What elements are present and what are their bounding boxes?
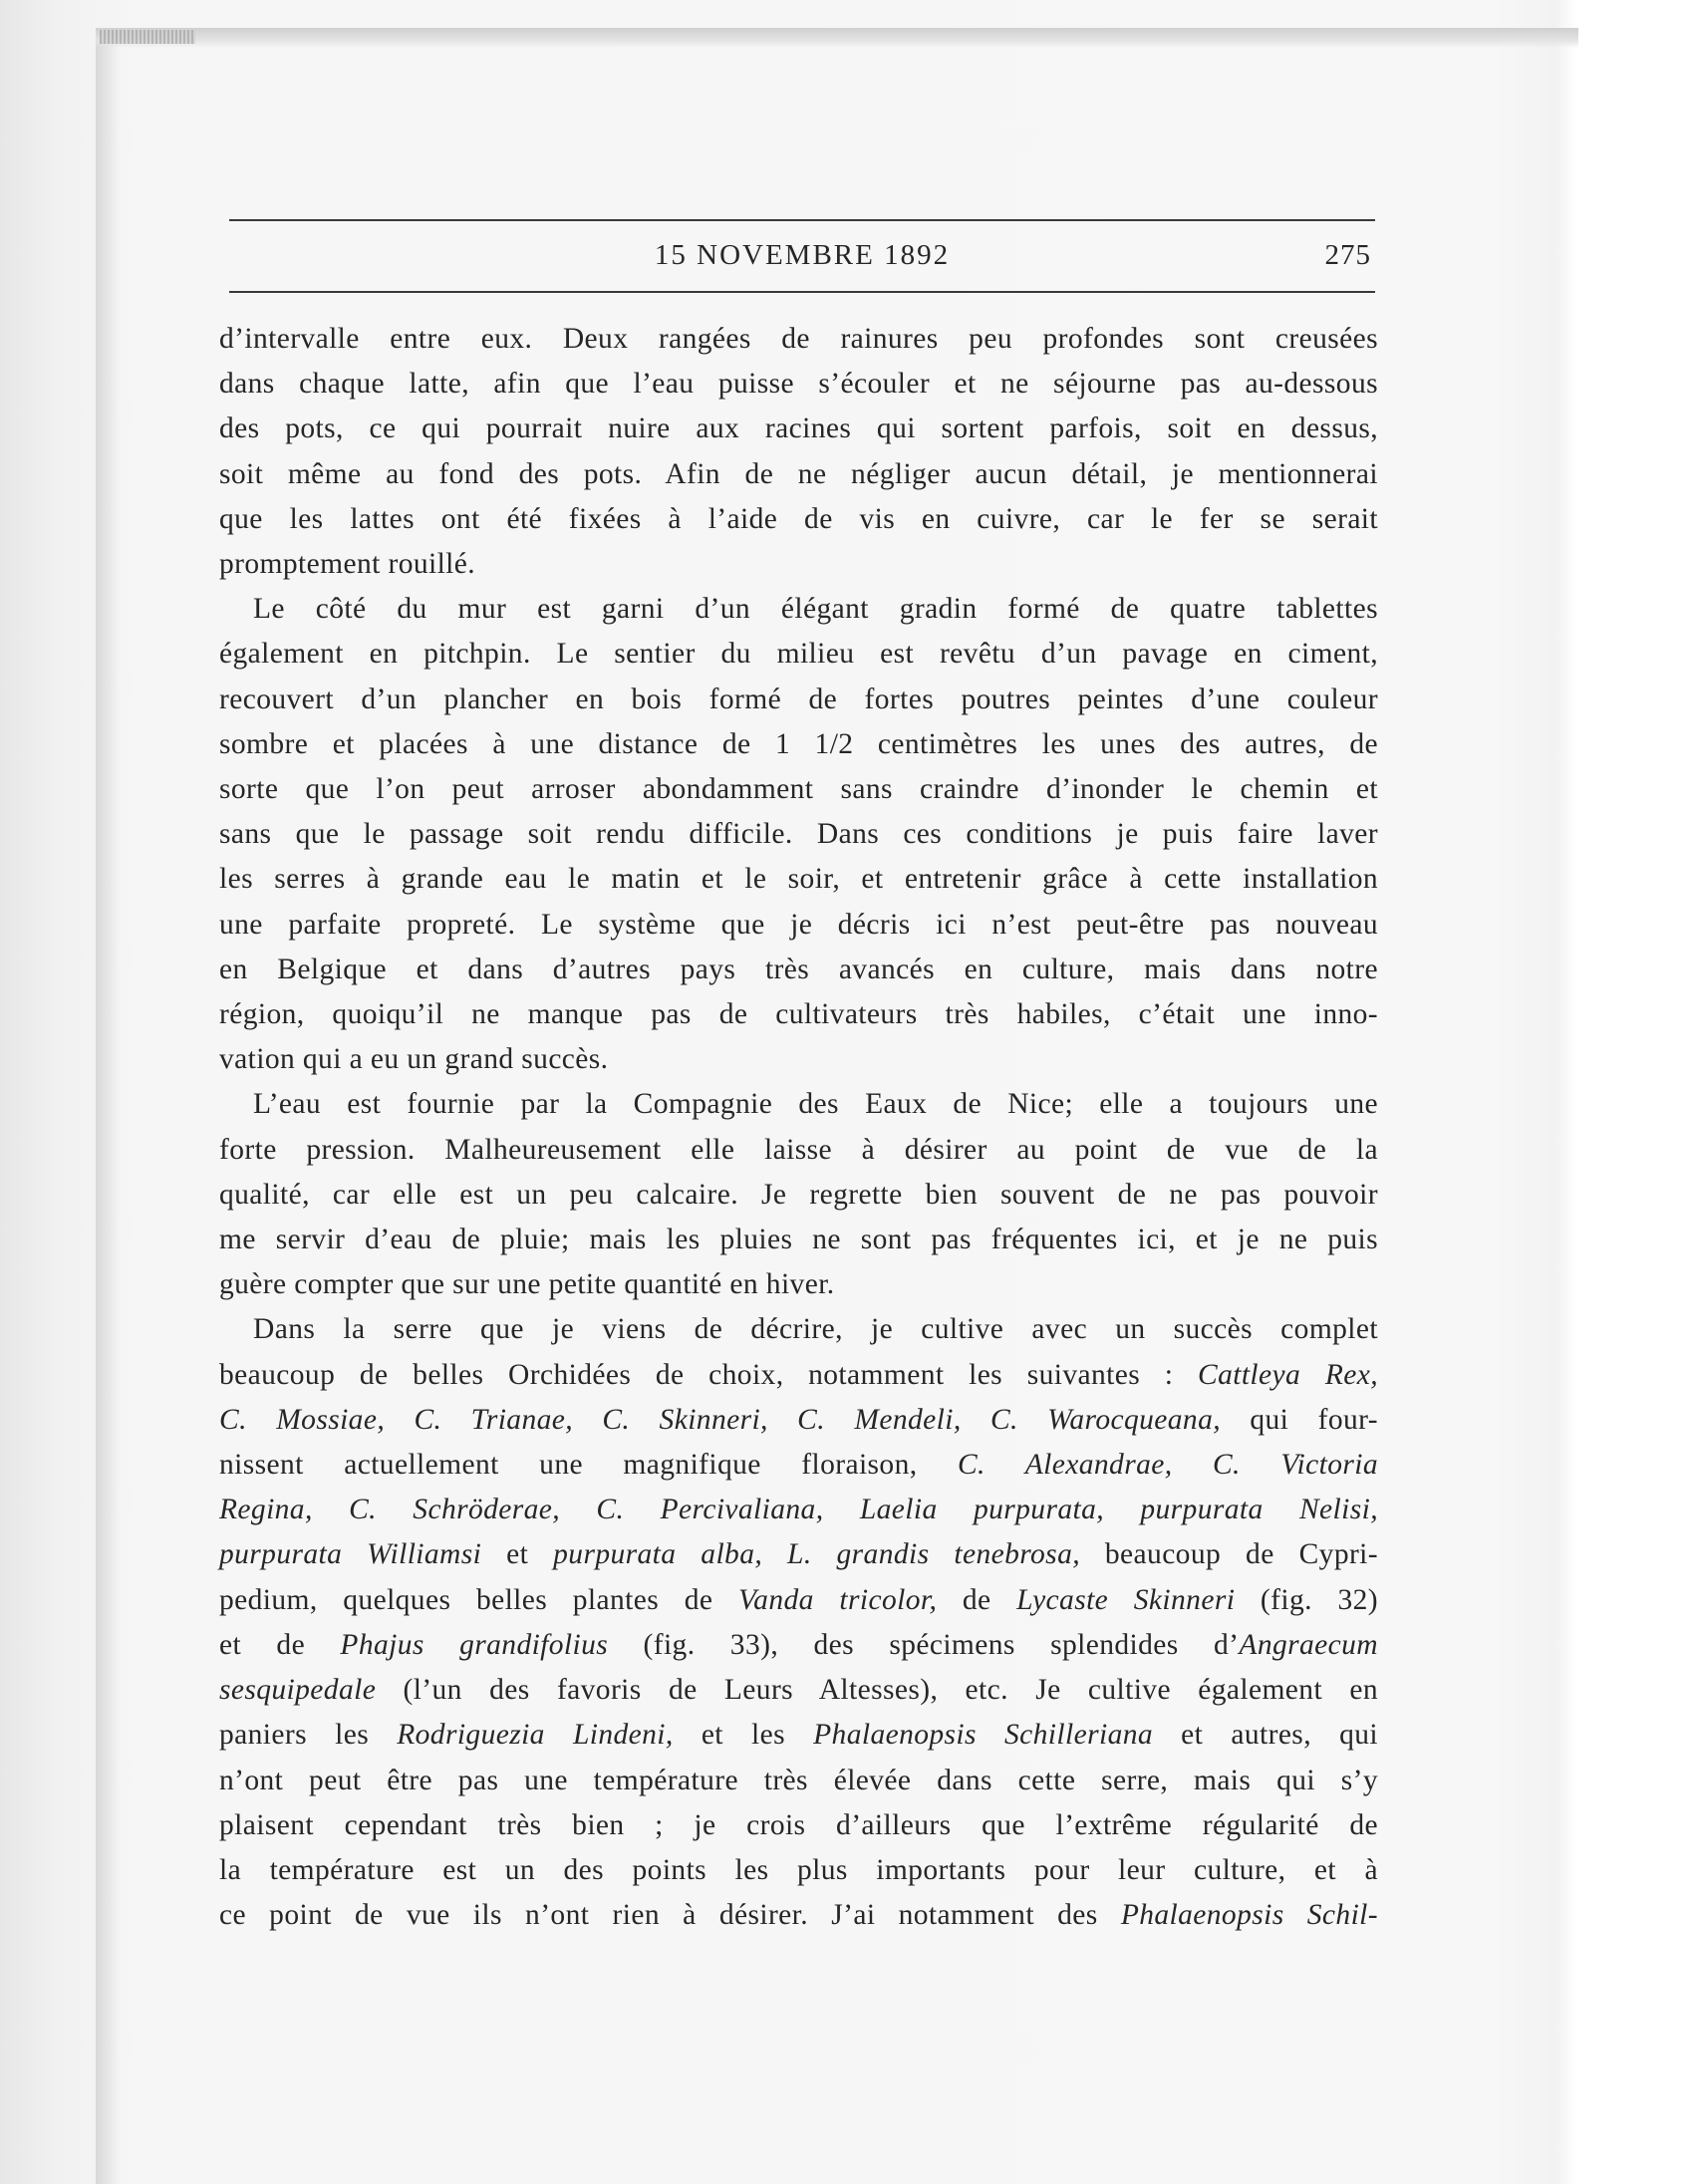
text-line: sans que le passage soit rendu difficile. Dans ces conditions je puis faire laver	[219, 818, 1378, 851]
text-line	[219, 1713, 1378, 1758]
running-header	[229, 219, 1375, 293]
text-run: et les	[701, 1719, 785, 1752]
scan-top-edge	[96, 28, 1578, 48]
page-number: 275	[1324, 239, 1371, 271]
text-line: sorte que l’on peut arroser abondamment sans craindre d’inonder le chemin et	[219, 773, 1378, 806]
species-name: purpurata Williamsi	[219, 1538, 482, 1571]
text-line: les serres à grande eau le matin et le soir, et entretenir grâce à cette installation	[219, 863, 1378, 896]
scan-edge-shadow	[96, 28, 120, 2184]
text-line: Dans la serre que je viens de décrire, je cultive avec un succès complet	[253, 1313, 1378, 1346]
text-run: pedium, quelques belles plantes de	[219, 1583, 713, 1616]
text-line: une parfaite propreté. Le système que je décris ici n’est peut-être pas nouveau	[219, 908, 1378, 941]
text-line: d’intervalle entre eux. Deux rangées de rainures peu profondes sont creusées	[219, 323, 1378, 355]
text-line: recouvert d’un plancher en bois formé de fortes poutres peintes d’une couleur	[219, 682, 1378, 715]
article-body	[219, 317, 1378, 1938]
species-name: purpurata alba, L. grandis tenebrosa,	[553, 1538, 1080, 1571]
text-run: paniers les	[219, 1719, 370, 1752]
text-line: me servir d’eau de pluie; mais les pluies ne sont pas fréquentes ici, et je ne puis	[219, 1224, 1378, 1256]
text-line	[219, 1623, 1378, 1668]
text-line	[219, 1398, 1378, 1443]
text-line: dans chaque latte, afin que l’eau puisse s’écouler et ne séjourne pas au-dessous	[219, 368, 1378, 401]
text-line: en Belgique et dans d’autres pays très avancés en culture, mais dans notre	[219, 953, 1378, 985]
text-line: également en pitchpin. Le sentier du milieu est revêtu d’un pavage en ciment,	[219, 638, 1378, 671]
species-name: C. Alexandrae, C. Victoria	[957, 1449, 1378, 1482]
text-line: plaisent cependant très bien ; je crois d’ailleurs que l’extrême régularité de	[219, 1808, 1378, 1841]
species-name: Angraecum	[1239, 1628, 1378, 1661]
text-line: soit même au fond des pots. Afin de ne négliger aucun détail, je mentionnerai	[219, 457, 1378, 490]
text-line	[219, 1893, 1378, 1938]
header-date-month: NOVEMBRE	[697, 239, 875, 271]
header-date-day: 15	[654, 239, 688, 271]
text-line: L’eau est fournie par la Compagnie des Eaux de Nice; elle a toujours une	[253, 1088, 1378, 1121]
text-run: et	[506, 1538, 529, 1571]
text-run: (l’un des favoris de Leurs Altesses), etc. Je cultive également en	[403, 1674, 1378, 1707]
text-run: et autres, qui	[1181, 1719, 1378, 1752]
text-line: qualité, car elle est un peu calcaire. Je regrette bien souvent de ne pas pouvoir	[219, 1178, 1378, 1211]
text-line: promptement rouillé.	[219, 548, 476, 581]
text-line: sombre et placées à une distance de 1 1/2 centimètres les unes des autres, de	[219, 727, 1378, 760]
text-line: guère compter que sur une petite quantité en hiver.	[219, 1268, 835, 1301]
species-name: C. Mossiae, C. Trianae, C. Skinneri, C. Mendeli, C. Warocqueana,	[219, 1403, 1222, 1436]
text-line	[219, 1443, 1378, 1488]
species-name: Phajus grandifolius	[340, 1628, 609, 1661]
species-name: Vanda tricolor,	[738, 1583, 938, 1616]
text-run: ce point de vue ils n’ont rien à désirer. J’ai notamment des	[219, 1899, 1098, 1932]
species-name: Phalaenopsis Schil-	[1120, 1899, 1378, 1932]
text-run: nissent actuellement une magnifique floraison,	[219, 1449, 918, 1482]
text-line: forte pression. Malheureusement elle laisse à désirer au point de vue de la	[219, 1133, 1378, 1166]
text-line	[219, 1353, 1378, 1398]
text-line: que les lattes ont été fixées à l’aide de vis en cuivre, car le fer se serait	[219, 502, 1378, 535]
text-line	[219, 1488, 1378, 1532]
text-run: et de	[219, 1628, 306, 1661]
species-name: Phalaenopsis Schilleriana	[813, 1719, 1154, 1752]
text-run: qui four-	[1250, 1403, 1378, 1436]
text-line	[219, 1668, 1378, 1713]
text-run: beaucoup de belles Orchidées de choix, notamment les suivantes :	[219, 1358, 1174, 1391]
text-line: des pots, ce qui pourrait nuire aux racines qui sortent parfois, soit en dessus,	[219, 412, 1378, 445]
text-run: de	[962, 1583, 991, 1616]
species-name: Rodriguezia Lindeni,	[397, 1719, 674, 1752]
species-name: Lycaste Skinneri	[1016, 1583, 1236, 1616]
text-line	[219, 1532, 1378, 1577]
header-date	[229, 239, 1375, 272]
text-line: région, quoiqu’il ne manque pas de cultivateurs très habiles, c’était une inno-	[219, 998, 1378, 1031]
species-name: Regina, C. Schröderae, C. Percivaliana, Laelia purpurata, purpurata Nelisi,	[219, 1494, 1378, 1526]
text-run: beaucoup de Cypri-	[1104, 1538, 1379, 1571]
header-date-year: 1892	[884, 239, 951, 271]
text-line	[219, 1578, 1378, 1623]
scan-top-mark	[100, 30, 195, 44]
text-line: la température est un des points les plus importants pour leur culture, et à	[219, 1853, 1378, 1886]
text-run: (fig. 33), des spécimens splendides d’	[643, 1628, 1240, 1661]
species-name: Cattleya Rex,	[1198, 1358, 1378, 1391]
text-line: vation qui a eu un grand succès.	[219, 1043, 609, 1076]
text-run: (fig. 32)	[1260, 1583, 1379, 1616]
species-name: sesquipedale	[219, 1674, 377, 1707]
text-line: n’ont peut être pas une température très élevée dans cette serre, mais qui s’y	[219, 1764, 1378, 1796]
text-line: Le côté du mur est garni d’un élégant gradin formé de quatre tablettes	[253, 593, 1378, 626]
